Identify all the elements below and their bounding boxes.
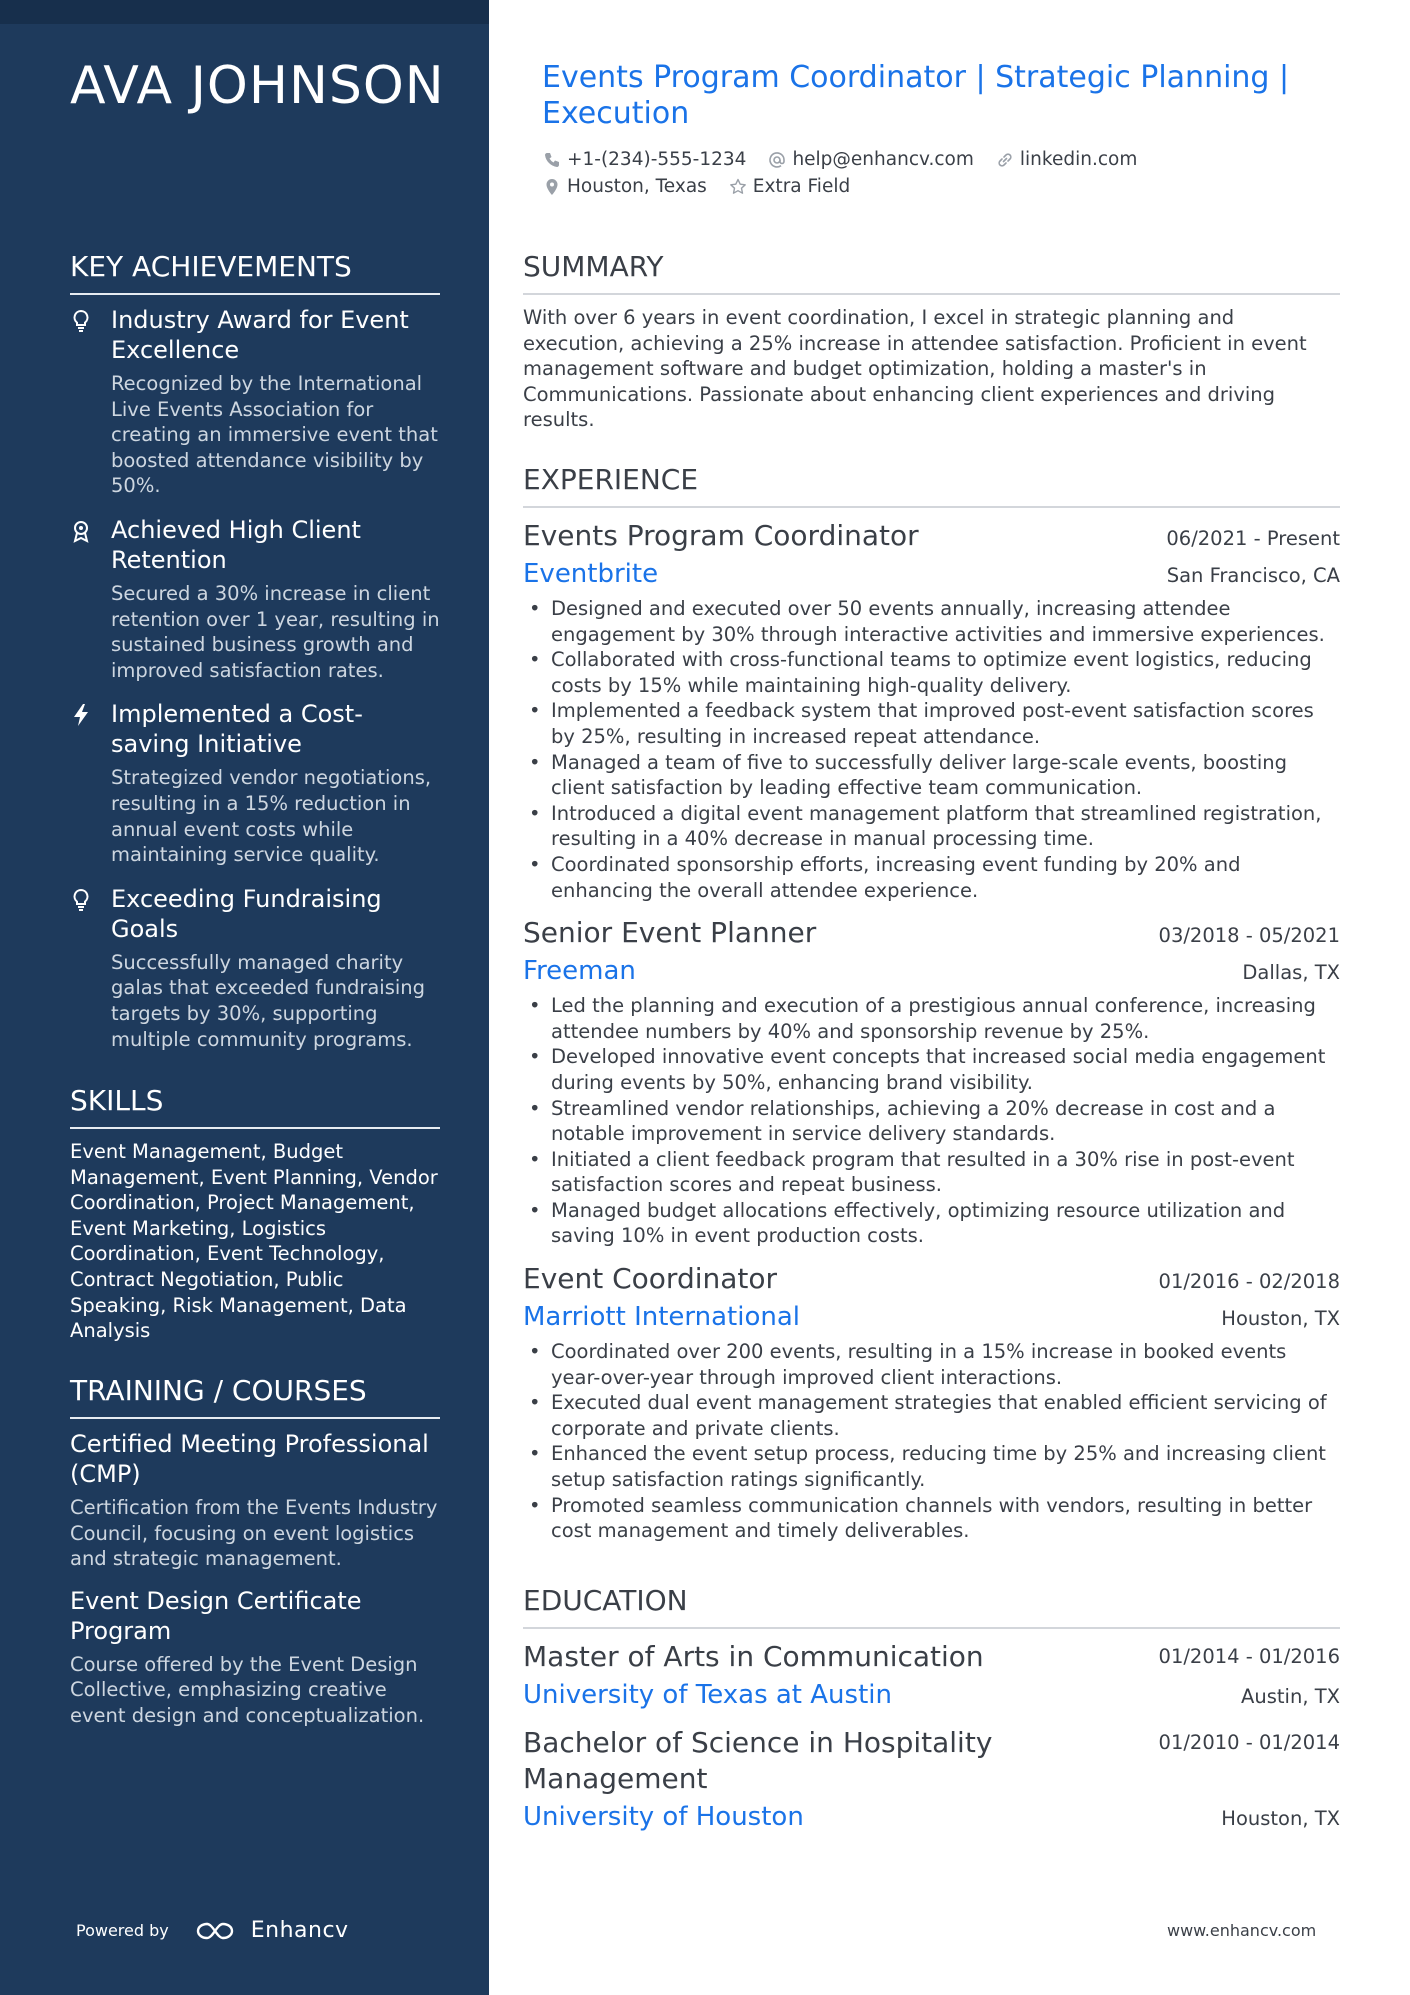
job-dates: 06/2021 - Present [1166, 527, 1340, 550]
powered-by-label: Powered by [76, 1921, 169, 1940]
achievement-item [70, 884, 440, 1052]
bullet-item: • Managed a team of five to successfully deliver large-scale events, boosting client satisfaction by leading effective team communication. [523, 750, 1340, 801]
achievement-title: Industry Award for Event Excellence [111, 306, 409, 364]
candidate-name: AVA JOHNSON [70, 56, 445, 116]
achievement-description: Successfully managed charity galas that exceeded fundraising targets by 30%, supporting multiple community programs. [111, 950, 426, 1051]
job-title: Event Coordinator [523, 1262, 778, 1296]
brand-name: Enhancv [250, 1918, 349, 1943]
course-title: Event Design Certificate Program [70, 1586, 362, 1645]
job-bullets [523, 993, 1340, 1249]
bullet-item: • Streamlined vendor relationships, achieving a 20% decrease in cost and a notable improvement in service delivery standards. [523, 1096, 1340, 1147]
school-location: Houston, TX [1221, 1807, 1340, 1830]
bullet-item: • Designed and executed over 50 events annually, increasing attendee engagement by 30% through interactive activities and immersive experiences. [523, 596, 1340, 647]
achievement-item [70, 699, 440, 867]
email-contact[interactable] [768, 148, 973, 172]
powered-by [76, 1918, 349, 1943]
achievement-description: Secured a 30% increase in client retention over 1 year, resulting in sustained business growth and improved satisfaction rates. [111, 581, 440, 682]
job-title: Events Program Coordinator [523, 519, 919, 552]
link-icon [996, 151, 1014, 169]
award-ribbon-icon [70, 519, 92, 543]
bullet-item: • Initiated a client feedback program that resulted in a 30% rise in post-event satisfaction scores and repeat business. [523, 1147, 1340, 1198]
achievement-description: Recognized by the International Live Events Association for creating an immersive event that boosted attendance visibility by 50%. [111, 372, 438, 498]
bullet-item: • Coordinated over 200 events, resulting in a 15% increase in booked events year-over-year through improved client interactions. [523, 1339, 1340, 1390]
achievement-description: Strategized vendor negotiations, resulting in a 15% reduction in annual event costs while maintaining service quality. [111, 766, 432, 867]
sidebar [0, 0, 489, 1995]
job-dates: 01/2016 - 02/2018 [1158, 1270, 1340, 1294]
course-description: Certification from the Events Industry Council, focusing on event logistics and strategic management. [70, 1496, 438, 1571]
summary-heading: SUMMARY [523, 250, 1340, 295]
course-description: Course offered by the Event Design Collective, emphasizing creative event design and conceptualization. [70, 1652, 425, 1727]
sidebar-top-bar [0, 0, 489, 24]
bullet-item: • Managed budget allocations effectively, optimizing resource utilization and saving 10% in event production costs. [523, 1198, 1340, 1249]
job-location: Dallas, TX [1242, 961, 1340, 985]
linkedin-contact[interactable] [996, 148, 1137, 172]
course-item [70, 1429, 440, 1572]
lightbulb-icon [70, 888, 92, 912]
footer-url[interactable]: www.enhancv.com [1167, 1921, 1317, 1940]
at-sign-icon [768, 151, 786, 169]
map-pin-icon [543, 178, 561, 196]
summary-section [523, 250, 1340, 433]
bullet-item: • Developed innovative event concepts that increased social media engagement during events by 50%, enhancing brand visibility. [523, 1044, 1340, 1095]
achievement-title: Implemented a Cost-saving Initiative [111, 700, 363, 759]
resume-headline: Events Program Coordinator | Strategic Planning | Execution [542, 60, 1290, 131]
summary-text: With over 6 years in event coordination, I excel in strategic planning and execution, achieving a 25% increase in attendee satisfaction. Proficient in event management software and budget optimization, holding a master's in Communications. Passionate about enhancing client experiences and driving results. [523, 306, 1307, 432]
degree-title: Bachelor of Science in Hospitality Management [523, 1726, 993, 1795]
experience-section [523, 463, 1340, 1556]
school-name: University of Texas at Austin [523, 1680, 892, 1710]
key-achievements-section [70, 250, 440, 1068]
job-location: San Francisco, CA [1166, 564, 1340, 587]
linkedin-url: linkedin.com [1019, 149, 1138, 170]
job-entry [523, 1261, 1340, 1544]
bullet-item: • Introduced a digital event management platform that streamlined registration, resulting in a 40% decrease in manual processing time. [523, 801, 1340, 852]
job-dates: 03/2018 - 05/2021 [1158, 924, 1340, 948]
phone-icon [543, 151, 561, 169]
location-contact [543, 175, 707, 199]
achievement-item [70, 515, 440, 683]
enhancv-logo[interactable] [195, 1918, 349, 1943]
achievement-item [70, 305, 440, 499]
bullet-item: • Coordinated sponsorship efforts, increasing event funding by 20% and enhancing the overall attendee experience. [523, 852, 1340, 903]
school-location: Austin, TX [1241, 1685, 1340, 1708]
company-name: Freeman [523, 956, 636, 987]
key-achievements-heading: KEY ACHIEVEMENTS [70, 250, 440, 295]
phone-number: +1-(234)-555-1234 [567, 149, 747, 170]
company-name: Marriott International [523, 1302, 801, 1333]
training-courses-section [70, 1374, 440, 1743]
bullet-item: • Implemented a feedback system that improved post-event satisfaction scores by 25%, resulting in increased repeat attendance. [523, 698, 1340, 749]
job-entry [523, 518, 1340, 903]
achievement-title: Achieved High Client Retention [111, 515, 361, 574]
achievement-title: Exceeding Fundraising Goals [111, 884, 382, 943]
lightbulb-icon [70, 309, 92, 333]
skills-list: Event Management, Budget Management, Event Planning, Vendor Coordination, Project Management, Event Marketing, Logistics Coordination, Event Technology, Contract Negotiation, Public Speaking, Risk Management, Data Analysis [70, 1140, 438, 1343]
email-address: help@enhancv.com [792, 149, 974, 170]
course-item [70, 1586, 440, 1729]
degree-title: Master of Arts in Communication [523, 1640, 984, 1673]
education-entry [523, 1725, 1340, 1833]
enhancv-logo-icon [195, 1919, 241, 1943]
extra-field-contact [729, 175, 850, 199]
company-name: Eventbrite [523, 559, 659, 589]
experience-heading: EXPERIENCE [523, 463, 1340, 508]
job-location: Houston, TX [1221, 1307, 1340, 1331]
training-courses-heading: TRAINING / COURSES [70, 1374, 440, 1419]
course-title: Certified Meeting Professional (CMP) [70, 1430, 429, 1488]
job-bullets [523, 596, 1340, 903]
bullet-item: • Collaborated with cross-functional teams to optimize event logistics, reducing costs by 15% while maintaining high-quality delivery. [523, 647, 1340, 698]
job-entry [523, 915, 1340, 1249]
main-content [523, 0, 1340, 1995]
bullet-item: • Enhanced the event setup process, reducing time by 25% and increasing client setup satisfaction ratings significantly. [523, 1441, 1340, 1492]
bullet-item: • Promoted seamless communication channels with vendors, resulting in better cost management and timely deliverables. [523, 1493, 1340, 1544]
location-text: Houston, Texas [567, 176, 707, 197]
school-name: University of Houston [523, 1802, 804, 1832]
skills-section [70, 1084, 440, 1344]
extra-field-text: Extra Field [752, 176, 851, 197]
bullet-item: • Executed dual event management strategies that enabled efficient servicing of corporate and private clients. [523, 1390, 1340, 1441]
skills-heading: SKILLS [70, 1084, 440, 1129]
education-section [523, 1584, 1340, 1847]
education-entry [523, 1639, 1340, 1711]
job-bullets [523, 1339, 1340, 1544]
lightning-bolt-icon [70, 703, 92, 727]
job-title: Senior Event Planner [523, 916, 817, 950]
bullet-item: • Led the planning and execution of a prestigious annual conference, increasing attendee numbers by 40% and sponsorship revenue by 25%. [523, 993, 1340, 1044]
education-heading: EDUCATION [523, 1584, 1340, 1629]
contact-info [543, 148, 1303, 202]
education-dates: 01/2010 - 01/2014 [1158, 1731, 1340, 1754]
phone-contact[interactable] [543, 148, 746, 172]
education-dates: 01/2014 - 01/2016 [1158, 1645, 1340, 1668]
star-icon [729, 178, 747, 196]
